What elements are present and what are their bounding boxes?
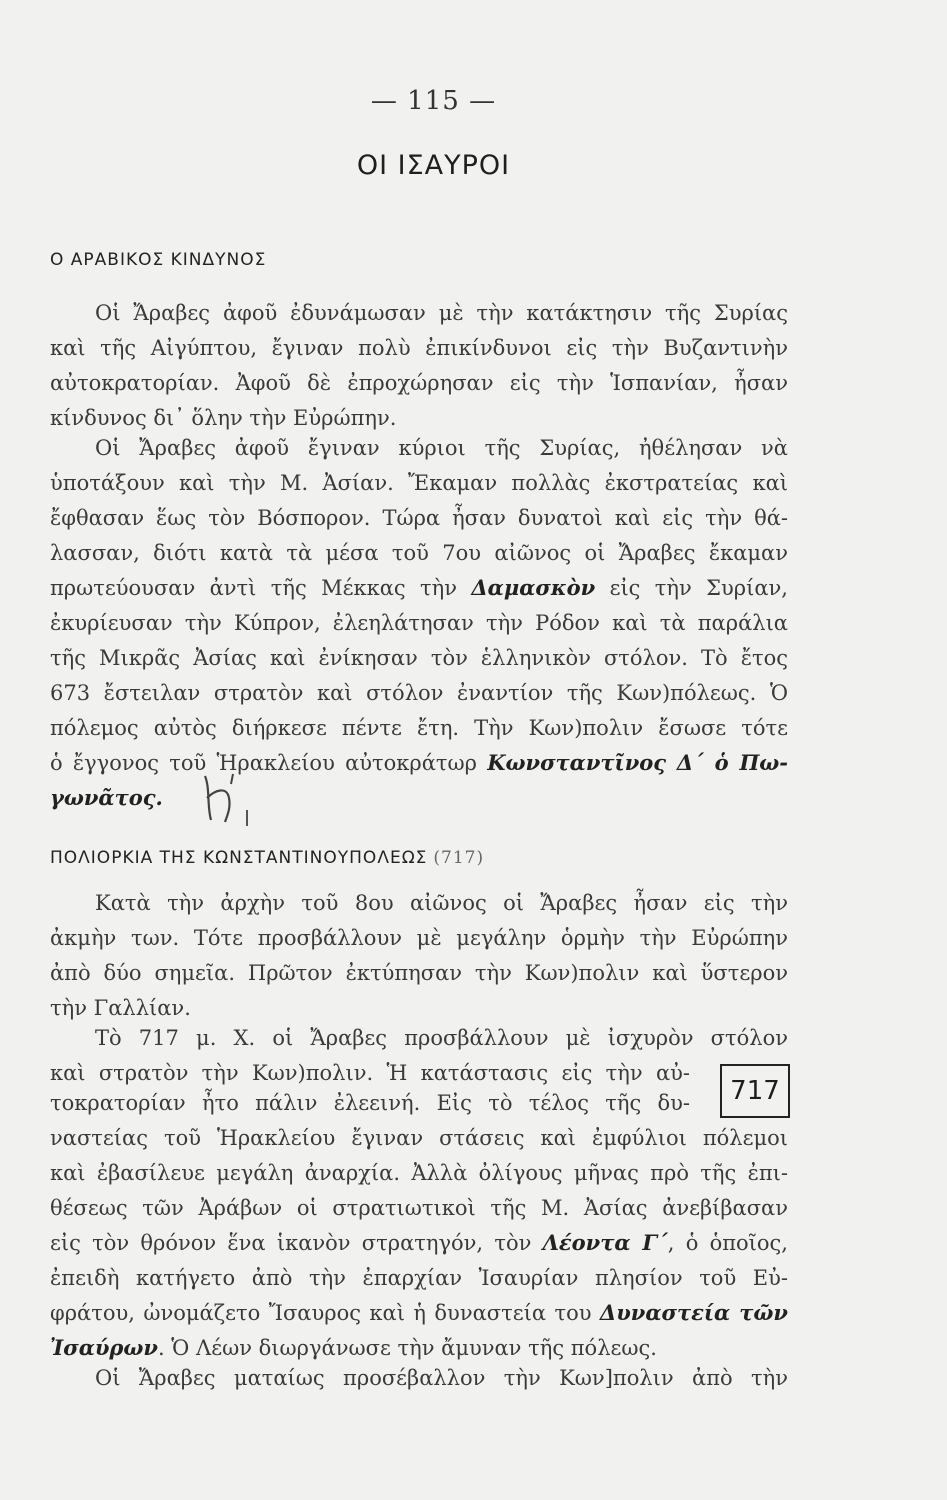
text-line: ναστείας τοῦ Ἡρακλείου ἔγιναν στάσεις καὶ ἐμφύλιοι πόλεμοι	[50, 1126, 788, 1150]
text-line	[50, 1333, 657, 1363]
section-heading-text: ΠΟΛΙΟΡΚΙΑ ΤΗΣ ΚΩΝΣΤΑΝΤΙΝΟΥΠΟΛΕΩΣ	[50, 848, 428, 868]
text-line: καὶ ἐβασίλευε μεγάλη ἀναρχία. Ἀλλὰ ὀλίγους μῆνας πρὸ τῆς ἐπι-	[50, 1161, 788, 1185]
text-line: τὴν Γαλλίαν.	[50, 996, 191, 1020]
emphasis-dynasty: Δυναστεία τῶν	[599, 1300, 788, 1325]
text-line: ἐκυρίευσαν τὴν Κύπρον, ἐλεηλάτησαν τὴν Ρόδον καὶ τὰ παράλια	[50, 611, 788, 635]
text-line: Τὸ 717 μ. Χ. οἱ Ἄραβες προσβάλλουν μὲ ἰσχυρὸν στόλον	[95, 1026, 788, 1050]
text-line: θέσεως τῶν Ἀράβων οἱ στρατιωτικοὶ τῆς Μ. Ἀσίας ἀνεβίβασαν	[50, 1196, 788, 1220]
text-line: αὐτοκρατορίαν. Ἀφοῦ δὲ ἐπροχώρησαν εἰς τὴν Ἱσπανίαν, ἦσαν	[50, 371, 788, 395]
margin-year-box: 717	[720, 1064, 790, 1118]
text-line: τῆς Μικρᾶς Ἀσίας καὶ ἐνίκησαν τὸν ἑλληνικὸν στόλον. Τὸ ἔτος	[50, 646, 788, 670]
text-line	[50, 1298, 788, 1328]
section-heading-arab-danger: Ο ΑΡΑΒΙΚΟΣ ΚΙΝΔΥΝΟΣ	[50, 250, 267, 270]
text-line: γωνᾶτος.	[50, 785, 163, 810]
section-heading-siege	[50, 848, 484, 868]
text-line	[50, 1228, 788, 1258]
text-line: τοκρατορίαν ἦτο πάλιν ἐλεεινή. Εἰς τὸ τέλος τῆς δυ-	[50, 1091, 690, 1115]
text-line: Οἱ Ἄραβες ἀφοῦ ἐδυνάμωσαν μὲ τὴν κατάκτησιν τῆς Συρίας	[95, 301, 788, 325]
page-number: — 115 —	[370, 86, 497, 116]
emphasis-damascus: Δαμασκὸν	[471, 575, 596, 600]
text-line: ἀπὸ δύο σημεῖα. Πρῶτον ἐκτύπησαν τὴν Κων)πολιν καὶ ὕστερον	[50, 961, 788, 985]
text-span: ὁ ἔγγονος τοῦ Ἡρακλείου αὐτοκράτωρ	[50, 751, 478, 775]
text-line: πόλεμος αὐτὸς διήρκεσε πέντε ἔτη. Τὴν Κων)πολιν ἔσωσε τότε	[50, 716, 788, 740]
text-line: καὶ τῆς Αἰγύπτου, ἔγιναν πολὺ ἐπικίνδυνοι εἰς τὴν Βυζαντινὴν	[50, 336, 788, 360]
text-line: Οἱ Ἄραβες ματαίως προσέβαλλον τὴν Κων]πολιν ἀπὸ τὴν	[95, 1366, 788, 1390]
text-line: ἀκμὴν των. Τότε προσβάλλουν μὲ μεγάλην ὁρμὴν τὴν Εὐρώπην	[50, 926, 788, 950]
text-span: εἰς τὸν θρόνον ἕνα ἱκανὸν στρατηγόν, τὸν	[50, 1231, 532, 1255]
emphasis-leo: Λέοντα Γ΄	[542, 1230, 668, 1255]
text-span: φράτου, ὠνομάζετο Ἴσαυρος καὶ ἡ δυναστεία του	[50, 1301, 592, 1325]
text-span: πρωτεύουσαν ἀντὶ τῆς Μέκκας τὴν	[50, 576, 458, 600]
text-line: ἔφθασαν ἕως τὸν Βόσπορον. Τώρα ἦσαν δυνατοὶ καὶ εἰς τὴν θά-	[50, 506, 788, 530]
text-span: , ὁ ὁποῖος,	[667, 1231, 788, 1255]
text-line: Κατὰ τὴν ἀρχὴν τοῦ 8ου αἰῶνος οἱ Ἄραβες ἦσαν εἰς τὴν	[95, 891, 788, 915]
text-line: ἐπειδὴ κατήγετο ἀπὸ τὴν ἐπαρχίαν Ἰσαυρίαν πλησίον τοῦ Εὐ-	[50, 1266, 788, 1290]
chapter-title: ΟΙ ΙΣΑΥΡΟΙ	[356, 150, 511, 181]
text-span: εἰς τὴν Συρίαν,	[609, 576, 788, 600]
text-line	[50, 748, 788, 778]
text-line: 673 ἔστειλαν στρατὸν καὶ στόλον ἐναντίον τῆς Κων)πόλεως. Ὁ	[50, 681, 788, 705]
text-line: ὑποτάξουν καὶ τὴν Μ. Ἀσίαν. Ἔκαμαν πολλὰς ἐκστρατείας καὶ	[50, 471, 788, 495]
text-line: λασσαν, διότι κατὰ τὰ μέσα τοῦ 7ου αἰῶνος οἱ Ἄραβες ἔκαμαν	[50, 541, 788, 565]
handwritten-mark	[195, 768, 255, 828]
text-line: κίνδυνος δι᾽ ὅλην τὴν Εὐρώπην.	[50, 406, 397, 430]
text-line: Οἱ Ἄραβες ἀφοῦ ἔγιναν κύριοι τῆς Συρίας, ἠθέλησαν νὰ	[95, 436, 788, 460]
section-heading-year: (717)	[433, 848, 485, 868]
emphasis-constantine: Κωνσταντῖνος Δ΄ ὁ Πω-	[487, 750, 788, 775]
text-line	[50, 573, 788, 603]
emphasis-isaurians: Ἰσαύρων	[50, 1335, 158, 1360]
text-span: . Ὁ Λέων διωργάνωσε τὴν ἄμυναν τῆς πόλεως.	[157, 1336, 657, 1360]
text-line: καὶ στρατὸν τὴν Κων)πολιν. Ἡ κατάστασις εἰς τὴν αὐ-	[50, 1061, 690, 1085]
